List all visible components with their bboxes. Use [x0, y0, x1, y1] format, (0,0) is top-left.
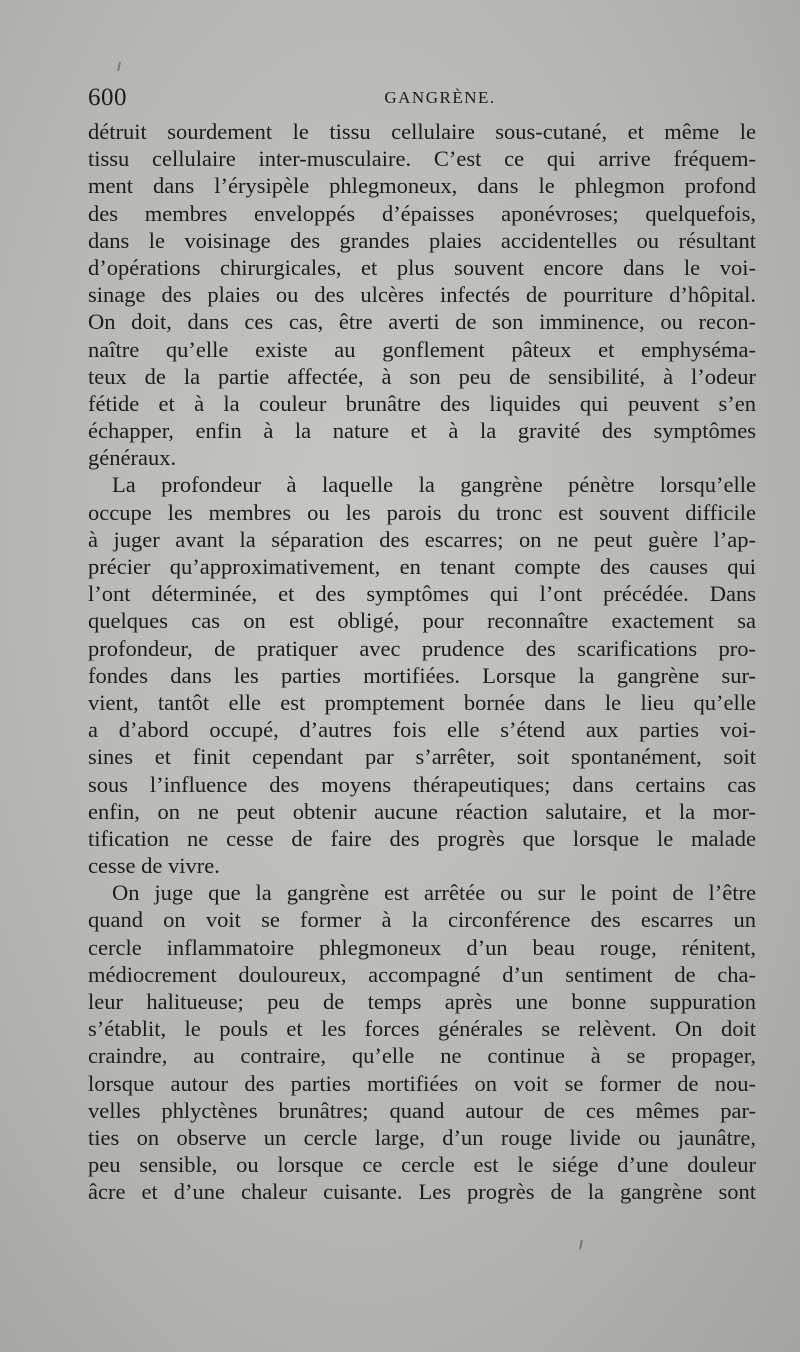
- text-line: tissu cellulaire inter-musculaire. C’est ce qui arrive fréquem-: [88, 146, 756, 172]
- text-line: La profondeur à laquelle la gangrène pénètre lorsqu’elle: [112, 472, 756, 498]
- text-line: On doit, dans ces cas, être averti de son imminence, ou recon-: [88, 309, 756, 335]
- text-line: à juger avant la séparation des escarres; on ne peut guère l’ap-: [88, 526, 756, 552]
- text-line: quand on voit se former à la circonférence des escarres un: [88, 907, 756, 933]
- text-line: teux de la partie affectée, à son peu de sensibilité, à l’odeur: [88, 363, 756, 389]
- text-line: profondeur, de pratiquer avec prudence des scarifications pro-: [88, 635, 756, 661]
- text-line: échapper, enfin à la nature et à la gravité des symptômes: [88, 418, 756, 444]
- text-line: s’établit, le pouls et les forces générales se relèvent. On doit: [88, 1016, 756, 1042]
- text-line: sinage des plaies ou des ulcères infectés de pourriture d’hôpital.: [88, 282, 756, 308]
- text-line: sous l’influence des moyens thérapeutiques; dans certains cas: [88, 771, 756, 797]
- text-line: précier qu’approximativement, en tenant compte des causes qui: [88, 554, 756, 579]
- text-line: naître qu’elle existe au gonflement pâteux et emphyséma-: [88, 336, 756, 362]
- paper-speck: [579, 1240, 583, 1249]
- text-line: ment dans l’érysipèle phlegmoneux, dans le phlegmon profond: [88, 173, 756, 199]
- text-line: enfin, on ne peut obtenir aucune réaction salutaire, et la mor-: [88, 798, 756, 824]
- paragraph: [88, 471, 756, 879]
- running-head: [88, 84, 752, 114]
- text-line: dans le voisinage des grandes plaies accidentelles ou résultant: [88, 227, 756, 253]
- text-line: velles phlyctènes brunâtres; quand autour de ces mêmes par-: [88, 1097, 756, 1123]
- paragraph: [88, 879, 756, 1205]
- text-line: lorsque autour des parties mortifiées on voit se former de nou-: [88, 1070, 756, 1096]
- text-line: ties on observe un cercle large, d’un rouge livide ou jaunâtre,: [88, 1124, 756, 1150]
- text-line: cesse de vivre.: [88, 853, 220, 879]
- text-line: âcre et d’une chaleur cuisante. Les progrès de la gangrène sont: [88, 1179, 756, 1205]
- text-line: généraux.: [88, 445, 177, 471]
- text-line: craindre, au contraire, qu’elle ne continue à se propager,: [88, 1043, 756, 1069]
- text-line: quelques cas on est obligé, pour reconnaître exactement sa: [88, 608, 756, 634]
- text-line: tification ne cesse de faire des progrès que lorsque le malade: [88, 825, 756, 851]
- running-title: GANGRÈNE.: [384, 88, 496, 107]
- text-line: sines et finit cependant par s’arrêter, soit spontanément, soit: [88, 744, 756, 770]
- text-line: cercle inflammatoire phlegmoneux d’un beau rouge, rénitent,: [88, 934, 756, 960]
- text-line: leur halitueuse; peu de temps après une bonne suppuration: [88, 989, 756, 1014]
- text-line: occupe les membres ou les parois du tronc est souvent difficile: [88, 499, 756, 525]
- text-line: fondes dans les parties mortifiées. Lorsque la gangrène sur-: [88, 662, 756, 688]
- body-text: [88, 118, 756, 1206]
- text-line: d’opérations chirurgicales, et plus souvent encore dans le voi-: [88, 254, 756, 280]
- text-line: vient, tantôt elle est promptement bornée dans le lieu qu’elle: [88, 689, 756, 715]
- text-line: On juge que la gangrène est arrêtée ou sur le point de l’être: [112, 880, 756, 906]
- text-line: l’ont déterminée, et des symptômes qui l’ont précédée. Dans: [88, 581, 756, 607]
- paper-speck: [117, 62, 121, 71]
- paragraph: [88, 118, 756, 471]
- page-number: 600: [88, 84, 127, 111]
- text-line: des membres enveloppés d’épaisses aponévroses; quelquefois,: [88, 200, 756, 226]
- text-line: détruit sourdement le tissu cellulaire sous-cutané, et même le: [88, 119, 756, 144]
- text-line: a d’abord occupé, d’autres fois elle s’étend aux parties voi-: [88, 717, 756, 743]
- text-line: médiocrement douloureux, accompagné d’un sentiment de cha-: [88, 961, 756, 987]
- text-line: peu sensible, ou lorsque ce cercle est le siége d’une douleur: [88, 1152, 756, 1178]
- text-line: fétide et à la couleur brunâtre des liquides qui peuvent s’en: [88, 390, 756, 416]
